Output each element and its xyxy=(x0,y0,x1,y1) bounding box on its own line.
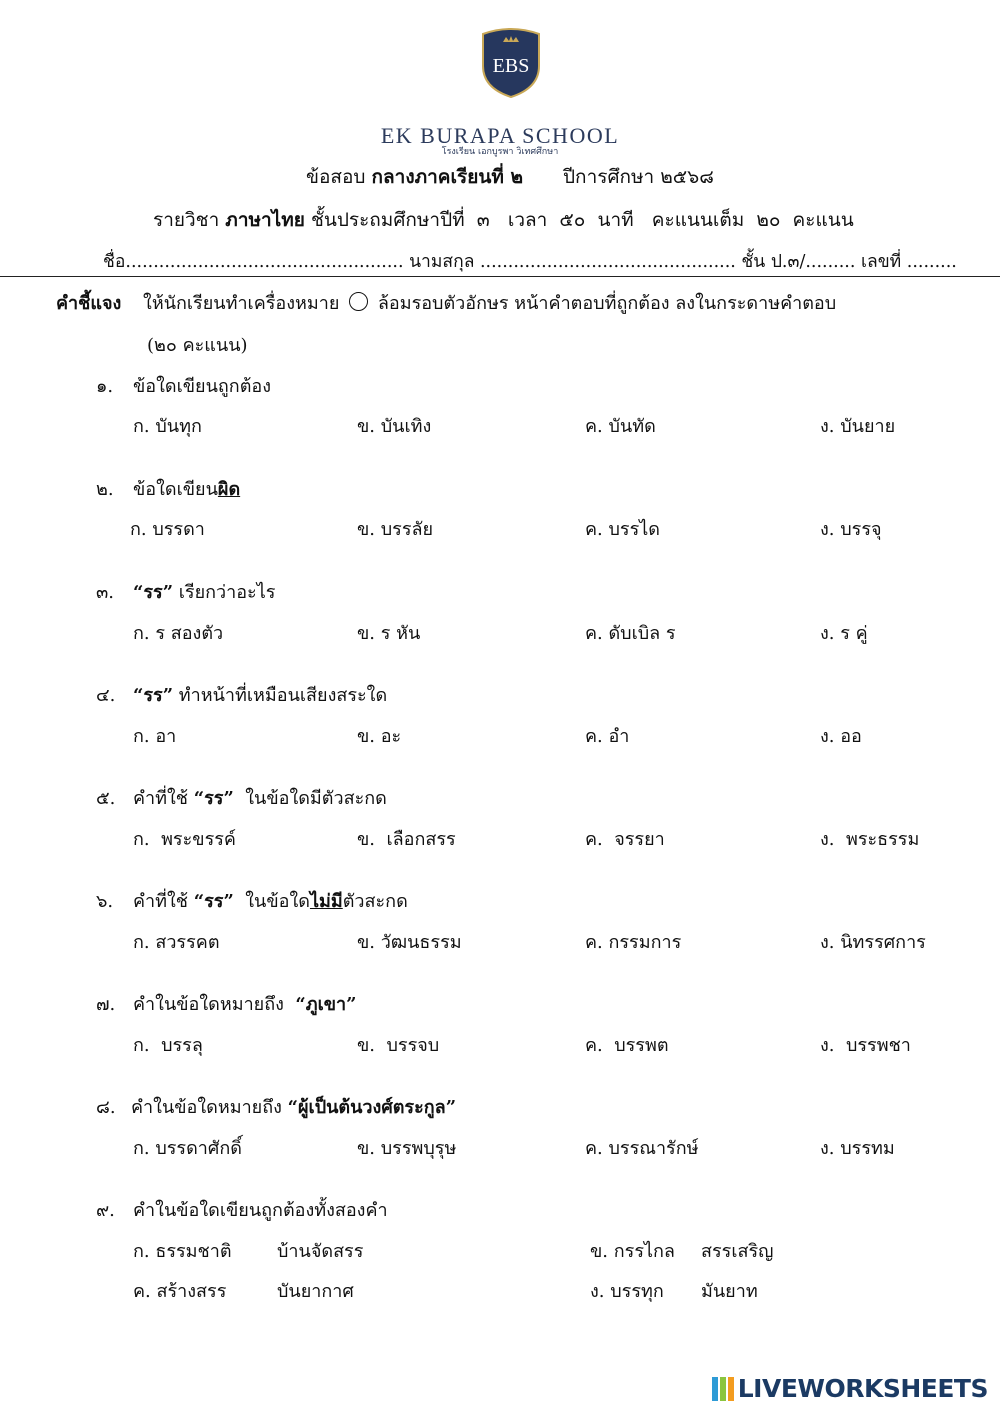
option-a[interactable]: ก. บรรดาศักดิ์ xyxy=(133,1138,242,1159)
question-quote: “รร” xyxy=(193,788,234,809)
question-text xyxy=(131,1092,456,1121)
question-text xyxy=(133,577,275,606)
question-emphasis: ไม่มี xyxy=(309,891,343,912)
question-text xyxy=(133,680,387,709)
question-number: ๖. xyxy=(96,891,114,912)
liveworksheets-logo-icon xyxy=(712,1377,734,1401)
option-b[interactable]: ข. ร หัน xyxy=(357,623,421,644)
question-quote: “ผู้เป็นต้นวงศ์ตระกูล” xyxy=(287,1097,457,1118)
academic-year: ปีการศึกษา ๒๕๖๘ xyxy=(563,166,714,188)
question-text-part: เรียกว่าอะไร xyxy=(173,582,276,603)
option-b[interactable]: ข. วัฒนธรรม xyxy=(357,932,462,953)
option-d[interactable]: ง. บรรพชา xyxy=(820,1035,911,1056)
question-text-part: คำที่ใช้ xyxy=(133,891,194,912)
question-text xyxy=(133,886,408,915)
instructions xyxy=(56,288,836,317)
question-number: ๗. xyxy=(96,994,116,1015)
option-c[interactable]: ค. บันทัด xyxy=(585,416,656,437)
question-text xyxy=(133,989,357,1018)
question-text xyxy=(133,474,240,503)
question-number: ๙. xyxy=(96,1200,115,1221)
instructions-points: (๒๐ คะแนน) xyxy=(147,335,248,356)
question-text-part: ในข้อใด xyxy=(233,891,310,912)
option-c[interactable]: ค. ดับเบิล ร xyxy=(585,623,676,644)
instructions-text-before: ให้นักเรียนทำเครื่องหมาย xyxy=(143,293,340,314)
subject-line xyxy=(153,205,854,235)
option-a[interactable]: ก. ร สองตัว xyxy=(133,623,224,644)
option-c[interactable]: ค. จรรยา xyxy=(585,829,665,850)
option-c[interactable]: ค. บรรณารักษ์ xyxy=(585,1138,699,1159)
option-c[interactable]: ค. สร้างสรร xyxy=(133,1281,227,1302)
option-c[interactable]: ค. กรรมการ xyxy=(585,932,682,953)
option-a[interactable]: ก. บันทุก xyxy=(133,416,202,437)
question-number: ๓. xyxy=(96,582,115,603)
question-number: ๘. xyxy=(96,1097,116,1118)
question-text: ข้อใดเขียนถูกต้อง xyxy=(133,376,271,397)
question-text-part: ในข้อใดมีตัวสะกด xyxy=(233,788,387,809)
option-b-second-word: สรรเสริญ xyxy=(701,1241,774,1262)
option-c-second-word: บันยากาศ xyxy=(277,1281,354,1302)
question-emphasis: ผิด xyxy=(217,479,241,500)
option-b[interactable]: ข. เลือกสรร xyxy=(357,829,456,850)
school-name: EK BURAPA SCHOOL xyxy=(380,123,620,148)
exam-term: กลางภาคเรียนที่ ๒ xyxy=(371,166,523,188)
option-d[interactable]: ง. บันยาย xyxy=(820,416,896,437)
brand-name: LIVEWORKSHEETS xyxy=(737,1374,988,1403)
school-crest-icon xyxy=(479,26,543,98)
question-text: คำในข้อใดเขียนถูกต้องทั้งสองคำ xyxy=(133,1200,388,1221)
option-d[interactable]: ง. บรรทม xyxy=(820,1138,895,1159)
question-quote: “รร” xyxy=(133,582,174,603)
instructions-label: คำชี้แจง xyxy=(56,293,122,314)
header-divider xyxy=(0,276,1000,277)
option-c[interactable]: ค. อำ xyxy=(585,726,630,747)
subject-prefix: รายวิชา xyxy=(153,209,220,231)
option-a[interactable]: ก. สวรรคต xyxy=(133,932,220,953)
option-b[interactable]: ข. อะ xyxy=(357,726,402,747)
question-text xyxy=(133,783,387,812)
option-d[interactable]: ง. บรรทุก xyxy=(590,1281,664,1302)
option-d[interactable]: ง. ร คู่ xyxy=(820,623,868,644)
question-text-part: ทำหน้าที่เหมือนเสียงสระใด xyxy=(173,685,388,706)
option-d[interactable]: ง. ออ xyxy=(820,726,862,747)
option-c[interactable]: ค. บรรพต xyxy=(585,1035,669,1056)
option-b[interactable]: ข. บรรลัย xyxy=(357,519,434,540)
question-quote: “ภูเขา” xyxy=(295,994,357,1015)
student-info-line: ชื่อ.................................................. นามสกุล .............................................. ชั้น ป.๓/......... เลขที่ ......... xyxy=(103,252,957,272)
school-name-thai: โรงเรียน เอกบูรพา วิเทศศึกษา xyxy=(441,147,559,157)
question-text-part: คำที่ใช้ xyxy=(133,788,194,809)
subject-name: ภาษาไทย xyxy=(225,209,305,231)
question-number: ๕. xyxy=(96,788,116,809)
option-c[interactable]: ค. บรรได xyxy=(585,519,660,540)
option-d[interactable]: ง. นิทรรศการ xyxy=(820,932,926,953)
option-a[interactable]: ก. ธรรมชาติ xyxy=(133,1241,232,1262)
option-b[interactable]: ข. กรรไกล xyxy=(590,1241,675,1262)
exam-details: ชั้นประถมศึกษาปีที่ ๓ เวลา ๕๐ นาที คะแนนเต็ม ๒๐ คะแนน xyxy=(310,209,854,231)
option-a[interactable]: ก. บรรลุ xyxy=(133,1035,203,1056)
option-a[interactable]: ก. บรรดา xyxy=(130,519,205,540)
option-d-second-word: มันยาท xyxy=(701,1281,758,1302)
school-logo xyxy=(0,24,1000,157)
option-b[interactable]: ข. บันเทิง xyxy=(357,416,432,437)
option-a-second-word: บ้านจัดสรร xyxy=(277,1241,364,1262)
question-number: ๔. xyxy=(96,685,116,706)
option-b[interactable]: ข. บรรจบ xyxy=(357,1035,440,1056)
instructions-text-after: ล้อมรอบตัวอักษร หน้าคำตอบที่ถูกต้อง ลงในกระดาษคำตอบ xyxy=(377,293,837,314)
circle-symbol-icon xyxy=(349,292,368,311)
question-quote: “รร” xyxy=(133,685,174,706)
option-b[interactable]: ข. บรรพบุรุษ xyxy=(357,1138,457,1159)
question-quote: “รร” xyxy=(193,891,234,912)
question-number: ๑. xyxy=(96,376,114,397)
question-number: ๒. xyxy=(96,479,114,500)
crest-letters: EBS xyxy=(492,55,530,77)
option-d[interactable]: ง. พระธรรม xyxy=(820,829,920,850)
question-text-part: คำในข้อใดหมายถึง xyxy=(131,1097,288,1118)
exam-title-line xyxy=(306,162,523,192)
option-d[interactable]: ง. บรรจุ xyxy=(820,519,882,540)
liveworksheets-brand xyxy=(712,1374,988,1403)
question-text-part: ตัวสะกด xyxy=(342,891,408,912)
question-text-part: ข้อใดเขียน xyxy=(133,479,218,500)
option-a[interactable]: ก. อา xyxy=(133,726,177,747)
question-text-part: คำในข้อใดหมายถึง xyxy=(133,994,296,1015)
exam-prefix: ข้อสอบ xyxy=(306,166,366,188)
option-a[interactable]: ก. พระขรรค์ xyxy=(133,829,236,850)
